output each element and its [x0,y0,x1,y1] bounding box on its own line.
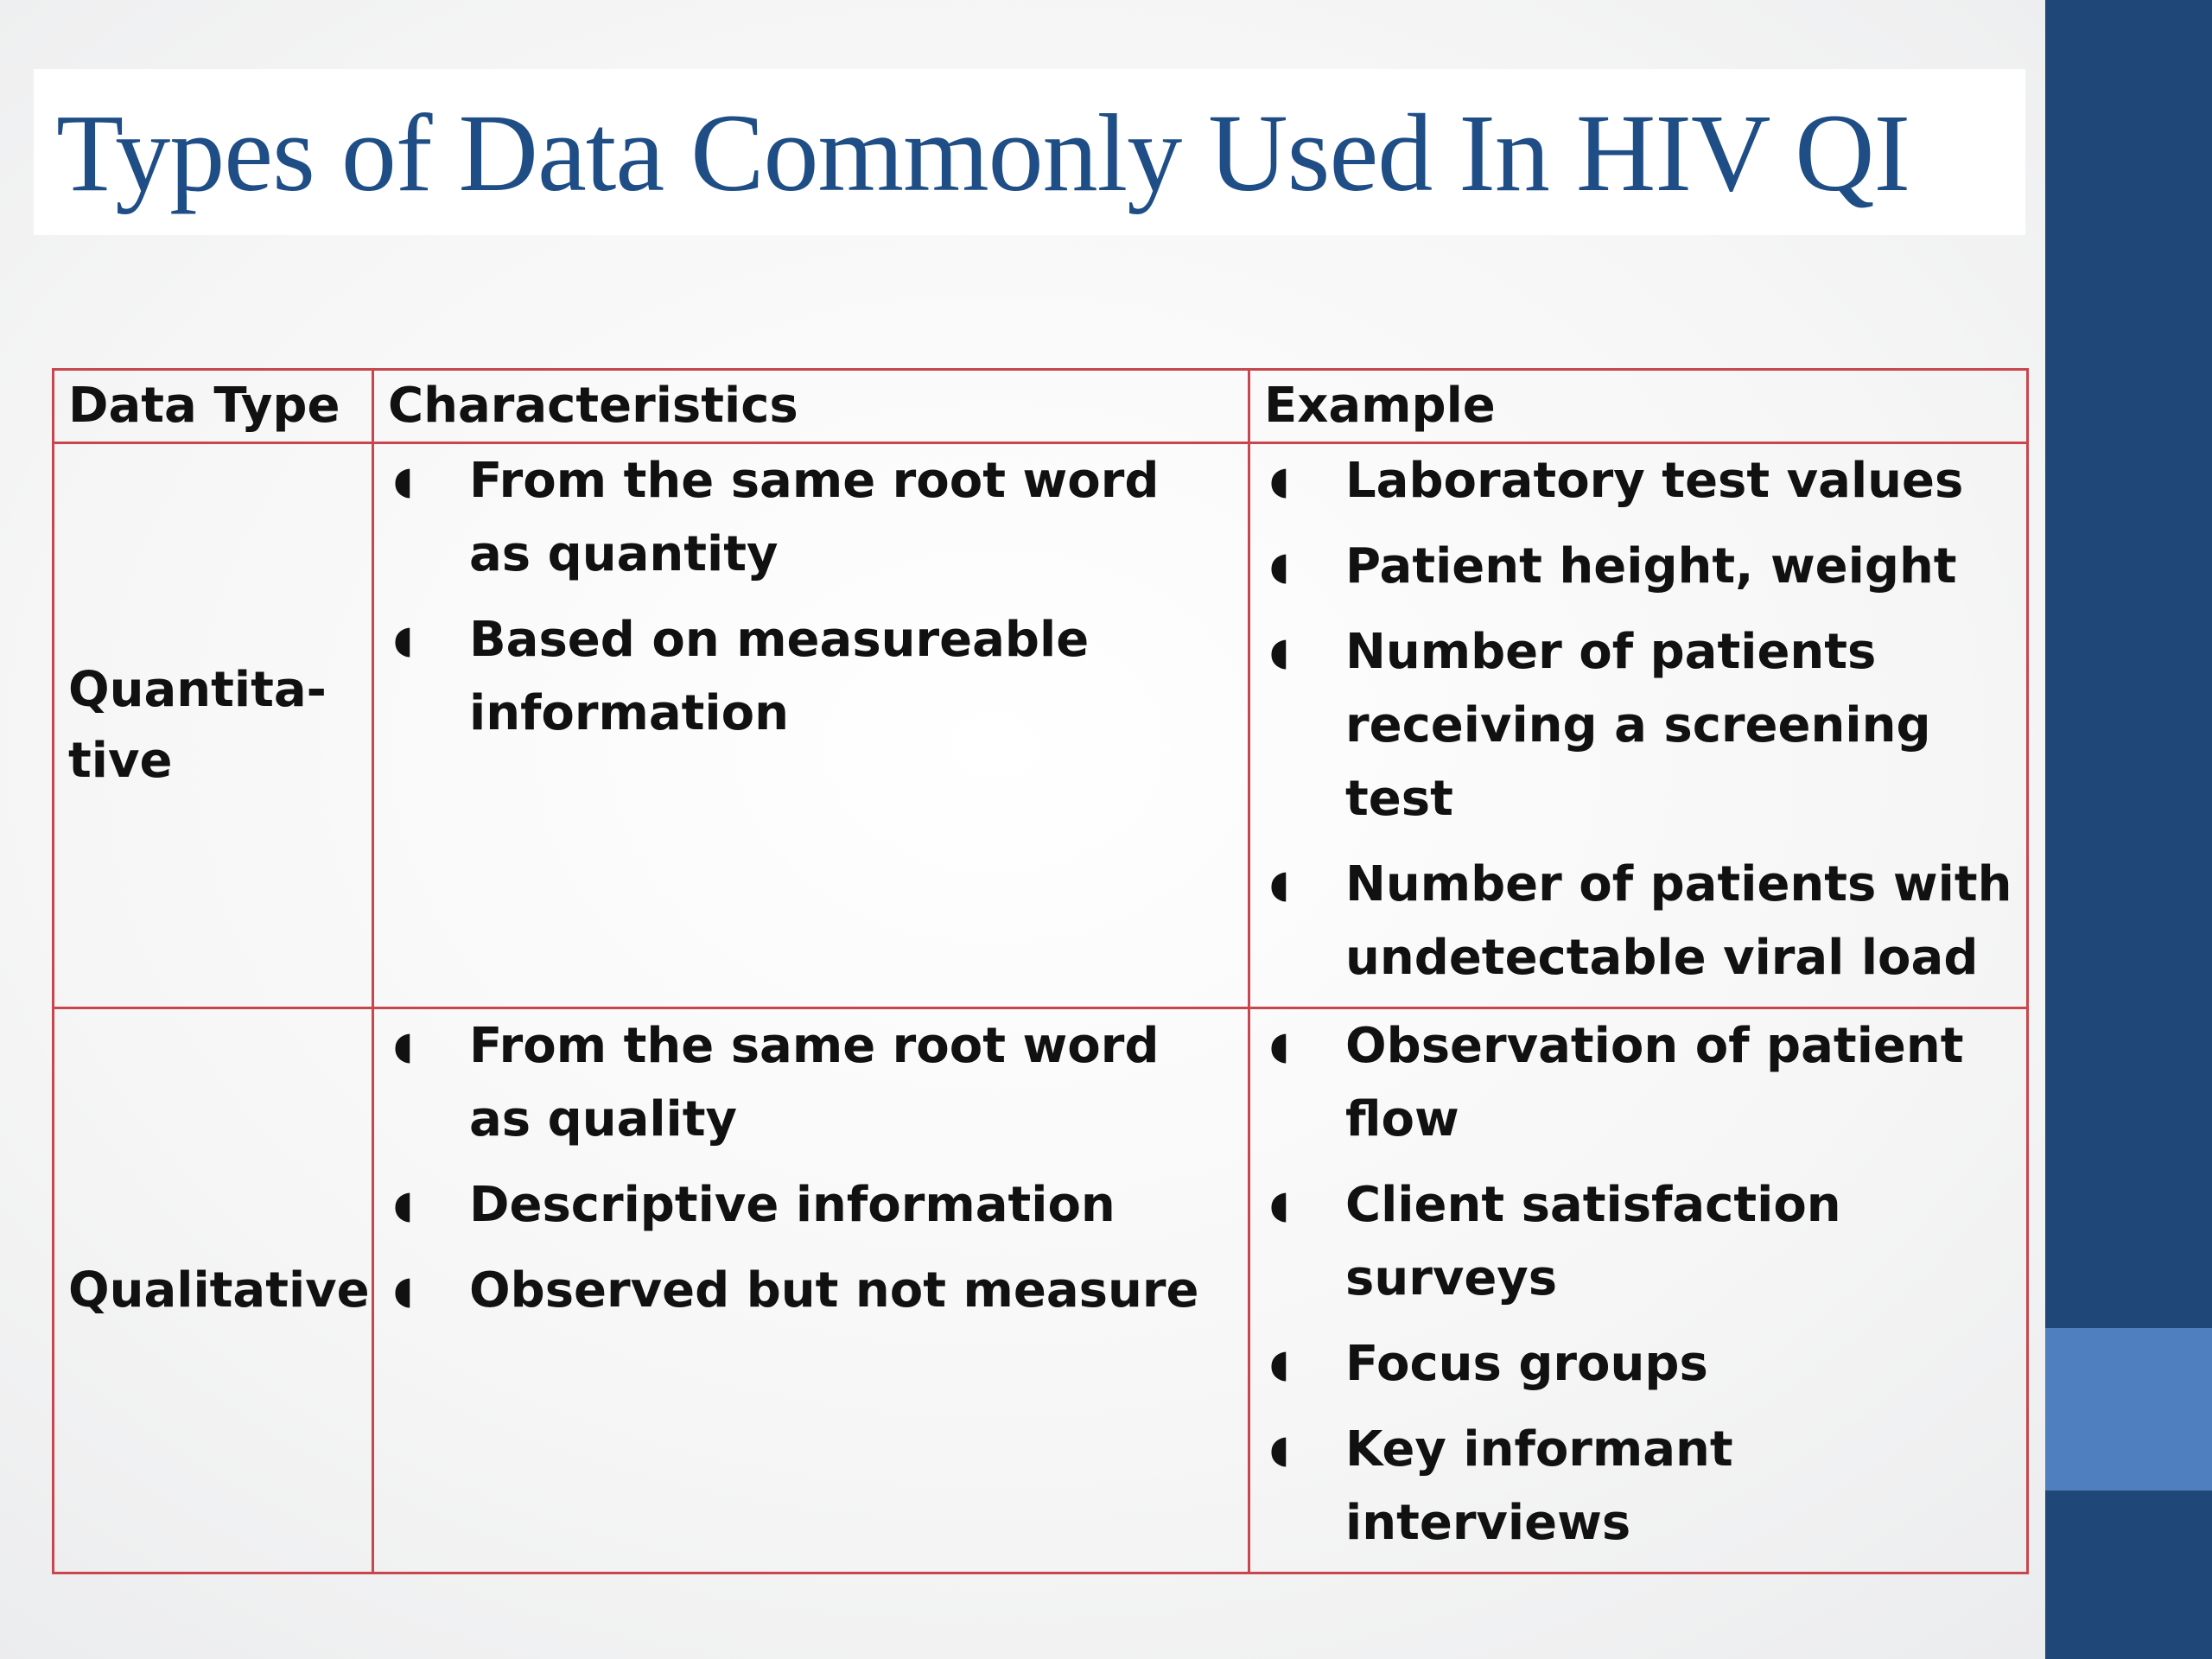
data-type-label-line2: tive [68,732,173,789]
half-circle-bullet-icon: ◖ [393,1183,414,1227]
header-example: Example [1249,370,2028,443]
data-type-label-line1: Quantita- [68,661,327,718]
table-row-qualitative [54,1008,2028,1573]
data-type-cell [54,1008,373,1573]
characteristics-cell [373,1008,1249,1573]
half-circle-bullet-icon: ◖ [1269,630,1290,674]
example-cell [1249,1008,2028,1573]
list-item: ◖ Descriptive information [388,1168,1234,1242]
list-item: ◖ Key informant interviews [1264,1413,2012,1560]
list-item: ◖ Number of patients with undetectable viral load [1264,848,2012,995]
list-item: ◖ Number of patients receiving a screening test [1264,615,2012,836]
header-characteristics: Characteristics [373,370,1249,443]
data-type-cell [54,443,373,1008]
list-item: ◖ Focus groups [1264,1327,2012,1401]
header-data-type: Data Type [54,370,373,443]
list-item: ◖ From the same root word as quantity [388,444,1234,591]
list-item: ◖ Observation of patient flow [1264,1009,2012,1156]
half-circle-bullet-icon: ◖ [1269,1342,1290,1386]
half-circle-bullet-icon: ◖ [1269,1183,1290,1227]
half-circle-bullet-icon: ◖ [1269,1427,1290,1471]
side-accent-block [2045,1328,2212,1491]
list-item: ◖ Client satisfaction surveys [1264,1168,2012,1315]
list-item: ◖ Observed but not measure [388,1254,1234,1327]
half-circle-bullet-icon: ◖ [1269,862,1290,906]
half-circle-bullet-icon: ◖ [393,1268,414,1313]
characteristics-cell [373,443,1249,1008]
half-circle-bullet-icon: ◖ [1269,459,1290,503]
list-item: ◖ From the same root word as quality [388,1009,1234,1156]
data-types-table [52,368,2029,1574]
data-type-label: Qualitative [68,1262,370,1319]
example-cell [1249,443,2028,1008]
half-circle-bullet-icon: ◖ [1269,1024,1290,1068]
half-circle-bullet-icon: ◖ [393,618,414,662]
list-item: ◖ Laboratory test values [1264,444,2012,518]
slide-title: Types of Data Commonly Used In HIV QI [56,92,1910,214]
list-item: ◖ Patient height, weight [1264,530,2012,603]
half-circle-bullet-icon: ◖ [1269,544,1290,588]
table-row-quantitative [54,443,2028,1008]
list-item: ◖ Based on measureable information [388,603,1234,750]
table-header-row [54,370,2028,443]
half-circle-bullet-icon: ◖ [393,1024,414,1068]
half-circle-bullet-icon: ◖ [393,459,414,503]
